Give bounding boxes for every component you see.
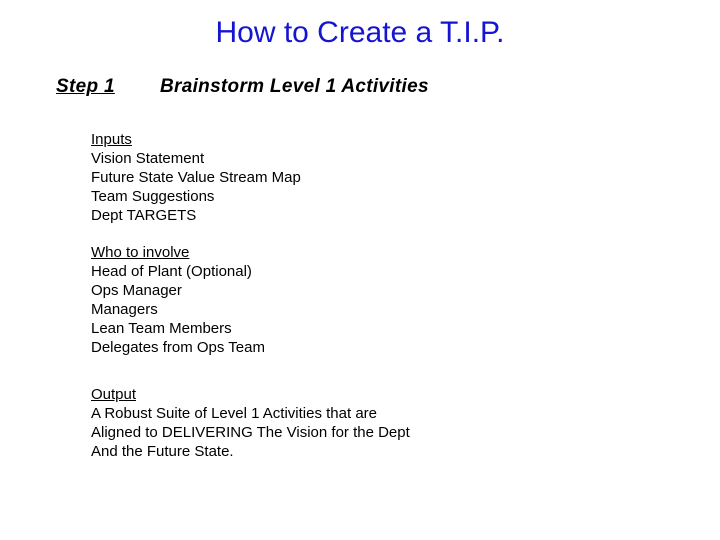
step-label: Step 1 xyxy=(56,76,115,97)
inputs-item: Dept TARGETS xyxy=(91,207,197,224)
inputs-heading: Inputs xyxy=(91,131,132,148)
who-to-involve-item: Lean Team Members xyxy=(91,320,232,337)
inputs-item: Vision Statement xyxy=(91,150,205,167)
who-to-involve-section xyxy=(91,243,265,357)
inputs-item: Future State Value Stream Map xyxy=(91,169,301,186)
who-to-involve-item: Managers xyxy=(91,301,158,318)
output-line: A Robust Suite of Level 1 Activities that are xyxy=(91,405,377,422)
output-line: And the Future State. xyxy=(91,443,234,460)
output-line: Aligned to DELIVERING The Vision for the Dept xyxy=(91,424,410,441)
inputs-item: Team Suggestions xyxy=(91,188,215,205)
inputs-section xyxy=(91,130,301,225)
step-title: Brainstorm Level 1 Activities xyxy=(160,76,429,97)
who-to-involve-item: Ops Manager xyxy=(91,282,182,299)
who-to-involve-item: Delegates from Ops Team xyxy=(91,339,265,356)
output-heading: Output xyxy=(91,386,137,403)
output-section xyxy=(91,385,410,461)
who-to-involve-item: Head of Plant (Optional) xyxy=(91,263,252,280)
who-to-involve-heading: Who to involve xyxy=(91,244,190,261)
page-title: How to Create a T.I.P. xyxy=(215,16,505,49)
